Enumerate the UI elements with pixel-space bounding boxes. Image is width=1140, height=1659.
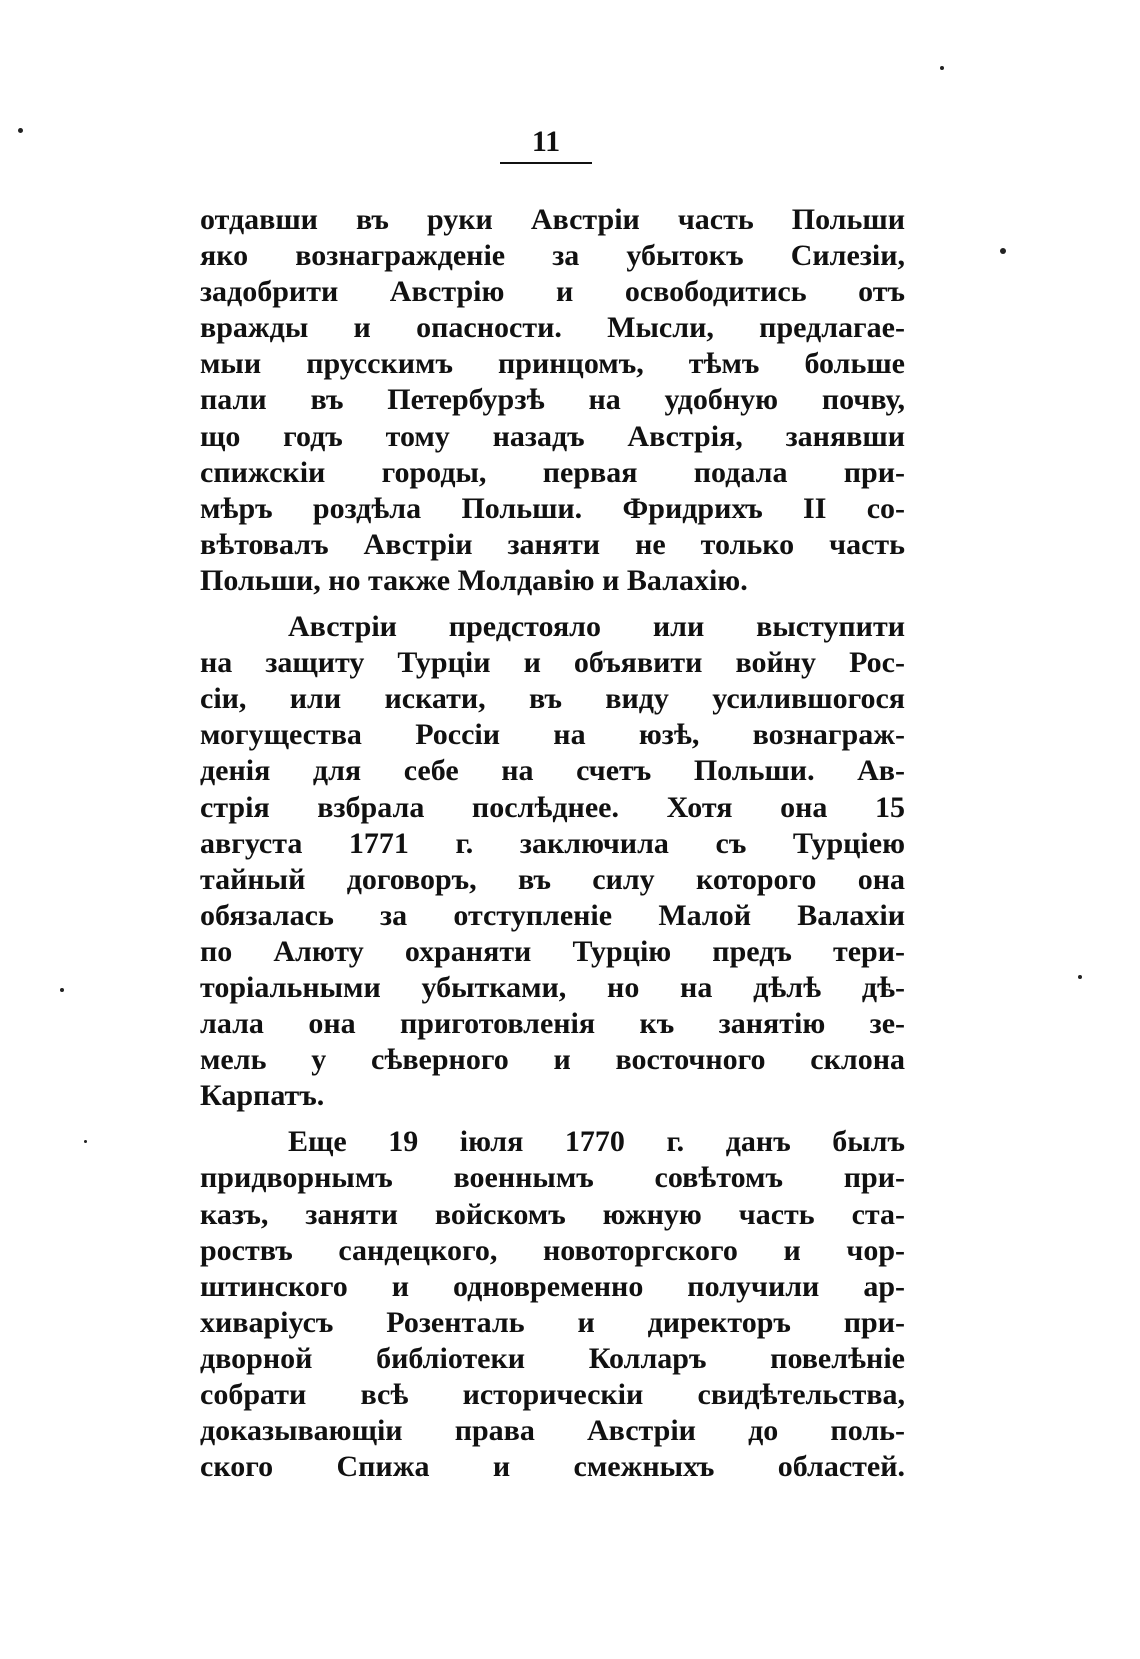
text-line: обязалась за отступленіе Малой Валахіи	[200, 898, 905, 932]
text-line: задобрити Австрію и освободитись отъ	[200, 275, 905, 309]
text-line: могущества Россіи на юзѣ, вознаграж-	[200, 718, 905, 752]
text-line: сіи, или искати, въ виду усилившогося	[200, 682, 905, 716]
text-line: спижскіи городы, первая подала при-	[200, 455, 905, 489]
text-line: Австріи предстояло или выступити	[288, 610, 905, 644]
text-line: штинского и одновременно получили ар-	[200, 1269, 905, 1303]
text-line: августа 1771 г. заключила съ Турціею	[200, 826, 905, 860]
text-line: казъ, заняти войскомъ южную часть ста-	[200, 1197, 905, 1231]
text-line: роствъ сандецкого, новоторгского и чор-	[200, 1233, 905, 1267]
text-line: лала она приготовленія къ занятію зе-	[200, 1007, 905, 1041]
page-number: 11	[500, 122, 592, 164]
text-line: стрія взбрала послѣднее. Хотя она 15	[200, 790, 905, 824]
text-line: мыи прусскимъ принцомъ, тѣмъ больше	[200, 347, 905, 381]
text-line: торіальными убытками, но на дѣлѣ дѣ-	[200, 970, 905, 1004]
text-line: яко вознагражденіе за убытокъ Силезіи,	[200, 239, 905, 273]
text-line: мѣръ роздѣла Польши. Фридрихъ II со-	[200, 491, 905, 525]
text-line: Карпатъ.	[200, 1079, 325, 1113]
text-line: мель у сѣверного и восточного склона	[200, 1043, 905, 1077]
scan-speck	[940, 66, 944, 70]
scan-speck	[84, 1140, 87, 1143]
text-line: собрати всѣ историческіи свидѣтельства,	[200, 1378, 905, 1411]
text-line: тайный договоръ, въ силу которого она	[200, 862, 905, 896]
text-line: ского Спижа и смежныхъ областей.	[200, 1450, 905, 1484]
scan-speck	[1078, 975, 1082, 979]
text-line: по Алюту охраняти Турцію предъ тери-	[200, 934, 905, 968]
text-line: що годъ тому назадъ Австрія, занявши	[200, 419, 905, 453]
text-line: Еще 19 іюля 1770 г. данъ былъ	[288, 1125, 905, 1159]
text-line: пали въ Петербурзѣ на удобную почву,	[200, 383, 905, 417]
text-line: дворной библіотеки Колларъ повелѣніе	[200, 1341, 905, 1375]
text-line: доказывающіи права Австріи до поль-	[200, 1414, 905, 1448]
text-line: хиваріусъ Розенталь и директоръ при-	[200, 1305, 905, 1339]
body-text	[200, 202, 905, 1485]
text-line: придворнымъ военнымъ совѣтомъ при-	[200, 1161, 905, 1195]
text-line: вѣтовалъ Австріи заняти не только часть	[200, 527, 905, 561]
text-line: Польши, но также Молдавію и Валахію.	[200, 563, 748, 597]
text-line: на защиту Турціи и объявити войну Рос-	[200, 646, 905, 680]
scan-speck	[18, 128, 23, 133]
scan-speck	[60, 988, 64, 992]
text-line: денія для себе на счетъ Польши. Ав-	[200, 754, 905, 788]
text-line: отдавши въ руки Австріи часть Польши	[200, 203, 905, 236]
scan-speck	[1000, 248, 1006, 254]
text-line: вражды и опасности. Мысли, предлагае-	[200, 311, 905, 345]
